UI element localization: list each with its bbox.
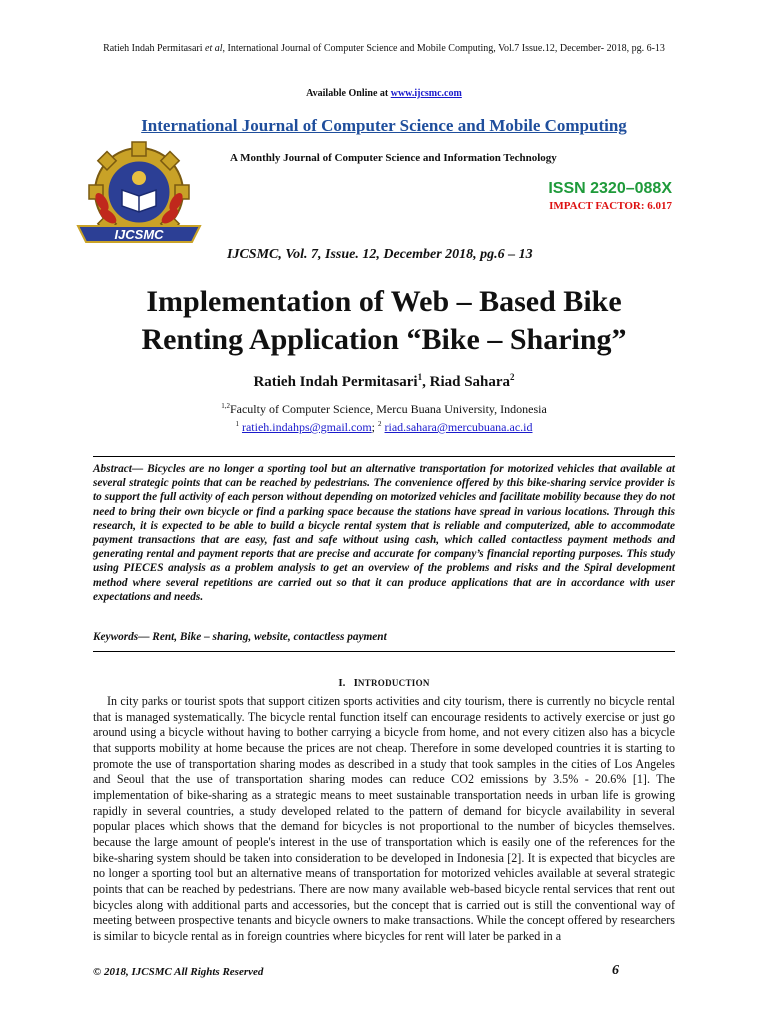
running-head-author: Ratieh Indah Permitasari: [103, 43, 203, 54]
page-number: 6: [612, 963, 619, 978]
running-header: [0, 43, 768, 54]
abstract: Abstract— Bicycles are no longer a sporting tool but an alternative transportation for motorized vehicles that available at several strategic points that can be reached by pedestrians. The convenience offered by this bike-sharing service provider is to support the full activity of each person without depending on motorized vehicles and facilitate mobility because they do not need to bring their own bicycle or find a parking space because the stations have spread in various locations. Through this research, it is expected to be able to build a bicycle rental system that is reliable and computerized, able to accommodate payment transactions that are easy, fast and safe without using cash, which called contactless payment methods and generating rental and payment reports that are precise and accurate for company’s financial reporting purposes. This study using PIECES analysis as a problem analysis to get an overview of the problems and risks and the Spiral development method where several repetitions are carried out so that it can produce applications that are in accordance with user expectations and needs.: [93, 463, 675, 603]
keywords: Keywords— Rent, Bike – sharing, website, contactless payment: [93, 631, 387, 643]
impact-factor: IMPACT FACTOR: 6.017: [549, 200, 672, 212]
introduction-body: In city parks or tourist spots that support citizen sports activities and city tourism, there is currently no bicycle rental that is managed systematically. The bicycle rental function itself can encourage residents to actively exercise or just go around using a bicycle without having to bother carrying a bicycle from home, and not every citizen also has a bicycle that supports mobility at home because the prices are not cheap. Therefore in some developed countries it is starting to promote the use of transportation sharing modes as described in a study that took samples in the cities of Los Angeles and Seoul that the use of transportation sharing modes can reduce CO2 emissions by 3.5% - 20.6% [1]. The implementation of bike-sharing as a strategic means to meet sustainable transportation needs in urban life is growing rapidly in several countries, a study developed related to the pattern of demand for bicycle availability in several popular places which shows that the demand for bicycles is not proportional to the number of bicycles themselves. because the large amount of people's interest in the use of transportation which is easily one of the references for the bike-sharing system should be taken into consideration to be developed in Indonesia [2]. It is expected that bicycles are no longer a sporting tool but an alternative means of transportation for motorized vehicles available at several strategic points that can be reached by pedestrians. There are now many available web-based bicycle rental services that rent out bicycles along with additional parts and accessories, but the concept that is carried out is still the conventional way of meeting between prospective tenants and bicycle owners to make transactions. While the concept offered by researchers is similar to bicycle rental as in foreign countries where bicycles for rent will later be parked in a: [93, 694, 675, 943]
abstract-top-rule: [93, 456, 675, 457]
running-head-etal: et al: [205, 43, 223, 54]
author-2: , Riad Sahara: [422, 374, 511, 390]
paper-title: [0, 283, 768, 359]
abstract-bottom-rule: [93, 651, 675, 652]
section-heading: I. INTRODUCTION: [338, 677, 430, 689]
email-link-2[interactable]: riad.sahara@mercubuana.ac.id: [384, 420, 533, 434]
running-head-rest: , International Journal of Computer Science and Mobile Computing, Vol.7 Issue.12, December- 2018, pg. 6-13: [222, 43, 665, 54]
available-online: [0, 88, 768, 99]
affiliation: $^{1,2}$Faculty of Computer Science, Mercu Buana University, Indonesia: [221, 402, 547, 416]
journal-website-link[interactable]: www.ijcsmc.com: [390, 88, 462, 99]
authors: Ratieh Indah Permitasari$^1$, Riad Sahara$^2$: [253, 372, 515, 390]
email-link-1[interactable]: ratieh.indahps@gmail.com: [241, 420, 372, 434]
title-line-2: Renting Application “Bike – Sharing”: [141, 323, 627, 356]
author-1: Ratieh Indah Permitasari: [253, 374, 418, 390]
ijcsmc-logo: [64, 140, 214, 260]
title-line-1: Implementation of Web – Based Bike: [146, 285, 622, 318]
logo-text: IJCSMC: [114, 227, 164, 242]
journal-tagline: A Monthly Journal of Computer Science and Information Technology: [230, 152, 557, 164]
available-prefix: Available Online at: [306, 88, 391, 99]
issue-citation: IJCSMC, Vol. 7, Issue. 12, December 2018, pg.6 – 13: [227, 247, 533, 262]
copyright-footer: © 2018, IJCSMC All Rights Reserved: [93, 966, 264, 978]
issn: ISSN 2320–088X: [548, 180, 672, 197]
author-emails: $^1$ ratieh.indahps@gmail.com; $^2$ riad.sahara@mercubuana.ac.id: [235, 420, 533, 434]
journal-name: International Journal of Computer Science and Mobile Computing: [141, 116, 627, 135]
